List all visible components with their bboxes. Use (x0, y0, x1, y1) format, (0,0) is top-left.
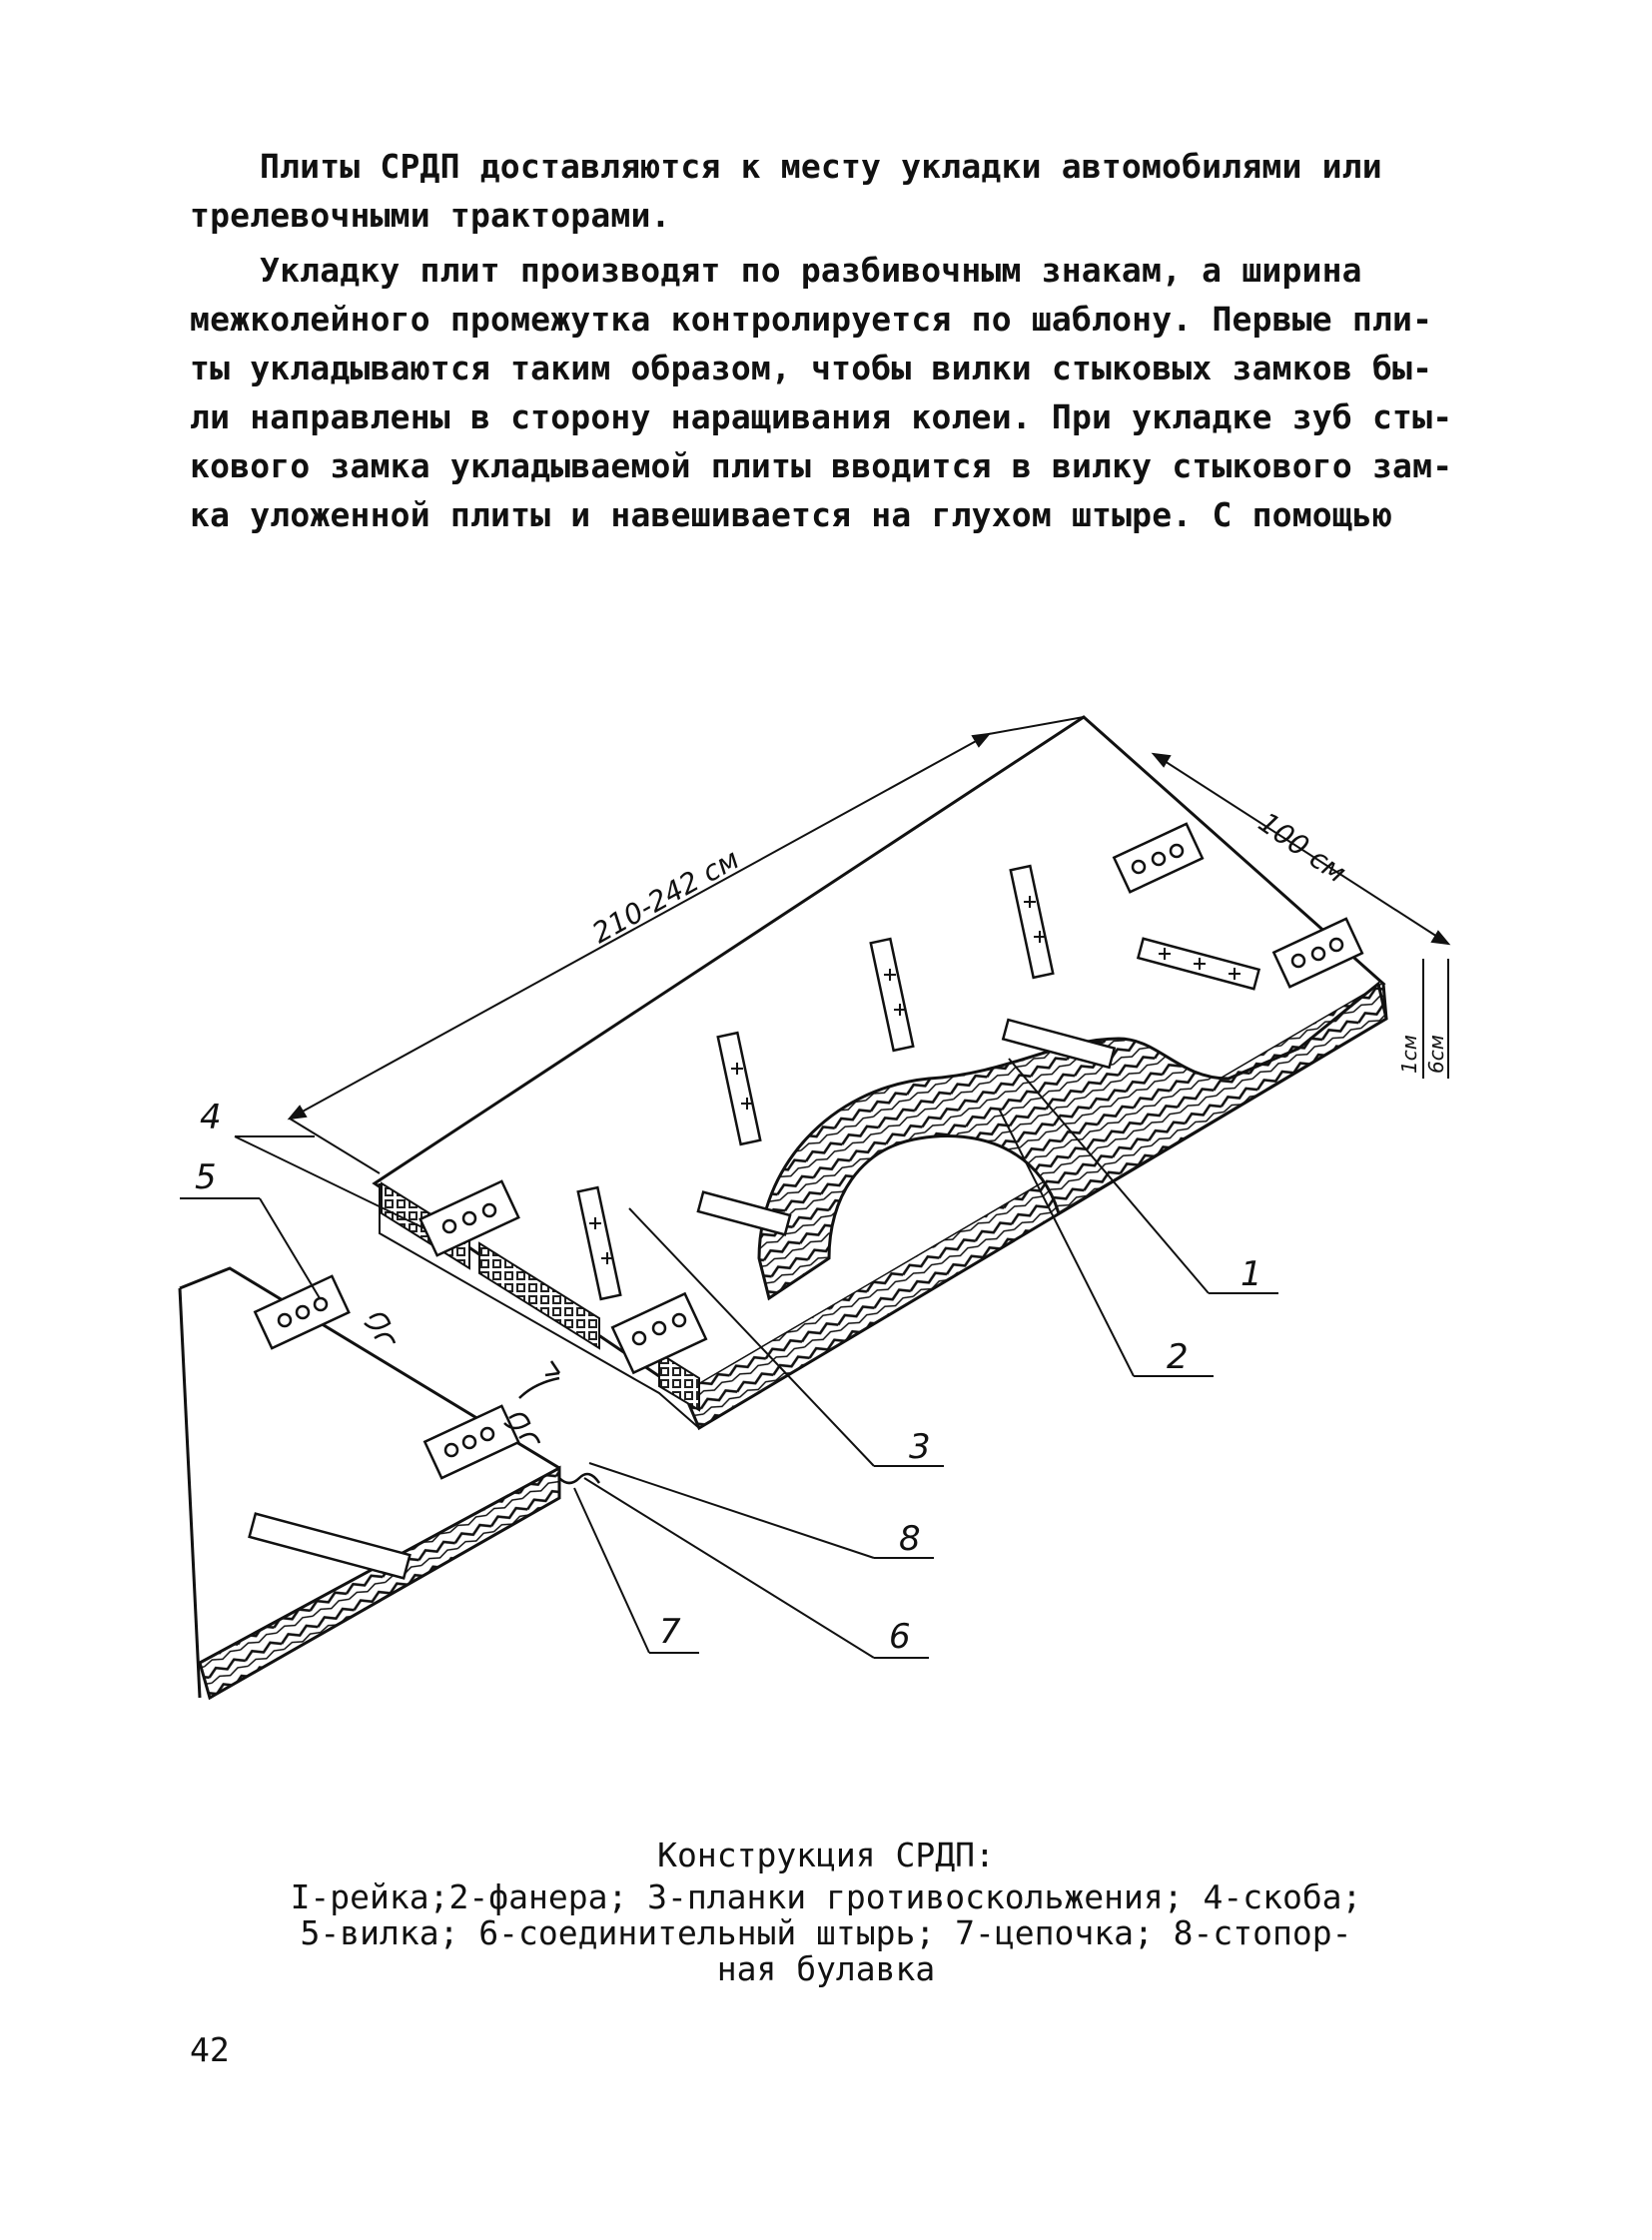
text-line: Плиты СРДП доставляются к месту укладки автомобилями или (260, 147, 1382, 186)
dimension-thickness-top-label: 1см (1397, 1035, 1421, 1074)
laid-plate (180, 1268, 559, 1698)
page-number: 42 (190, 2030, 230, 2069)
callout-3: 3 (909, 1427, 931, 1467)
callout-7: 7 (659, 1612, 681, 1652)
dimension-width-label: 100 см (1251, 805, 1352, 890)
caption-line: ная булавка (716, 1949, 936, 1988)
callout-6: 6 (889, 1617, 911, 1657)
dimension-length-label: 210-242 см (586, 842, 745, 951)
text-line: ли направлены в сторону наращивания колеи. При укладке зуб сты- (190, 397, 1453, 436)
main-plate (375, 717, 1386, 1428)
text-line: ты укладываются таким образом, чтобы вилки стыковых замков бы- (190, 349, 1433, 387)
figure-caption-title: Конструкция СРДП: (657, 1836, 995, 1874)
text-line: трелевочными тракторами. (190, 196, 671, 235)
callout-4: 4 (200, 1098, 222, 1137)
text-line: Укладку плит производят по разбивочным знакам, а ширина (260, 251, 1362, 290)
text-line: ка уложенной плиты и навешивается на глухом штыре. С помощью (190, 495, 1393, 534)
callout-5: 5 (195, 1157, 217, 1197)
text-line: кового замка укладываемой плиты вводится в вилку стыкового зам- (190, 446, 1453, 485)
caption-line: I-рейка;2-фанера; 3-планки гротивоскольжения; 4-скоба; (290, 1877, 1362, 1916)
callout-8: 8 (899, 1519, 921, 1559)
srdp-plate-drawing (0, 679, 1652, 1738)
callout-2: 2 (1167, 1337, 1189, 1377)
text-line: межколейного промежутка контролируется по шаблону. Первые пли- (190, 300, 1433, 339)
figure-caption (0, 1879, 1652, 1987)
body-text-block (190, 142, 1453, 539)
dimension-thickness-total-label: 6см (1424, 1035, 1448, 1074)
caption-line: 5-вилка; 6-соединительный штырь; 7-цепочка; 8-стопор- (300, 1913, 1352, 1952)
callout-1: 1 (1240, 1254, 1262, 1294)
